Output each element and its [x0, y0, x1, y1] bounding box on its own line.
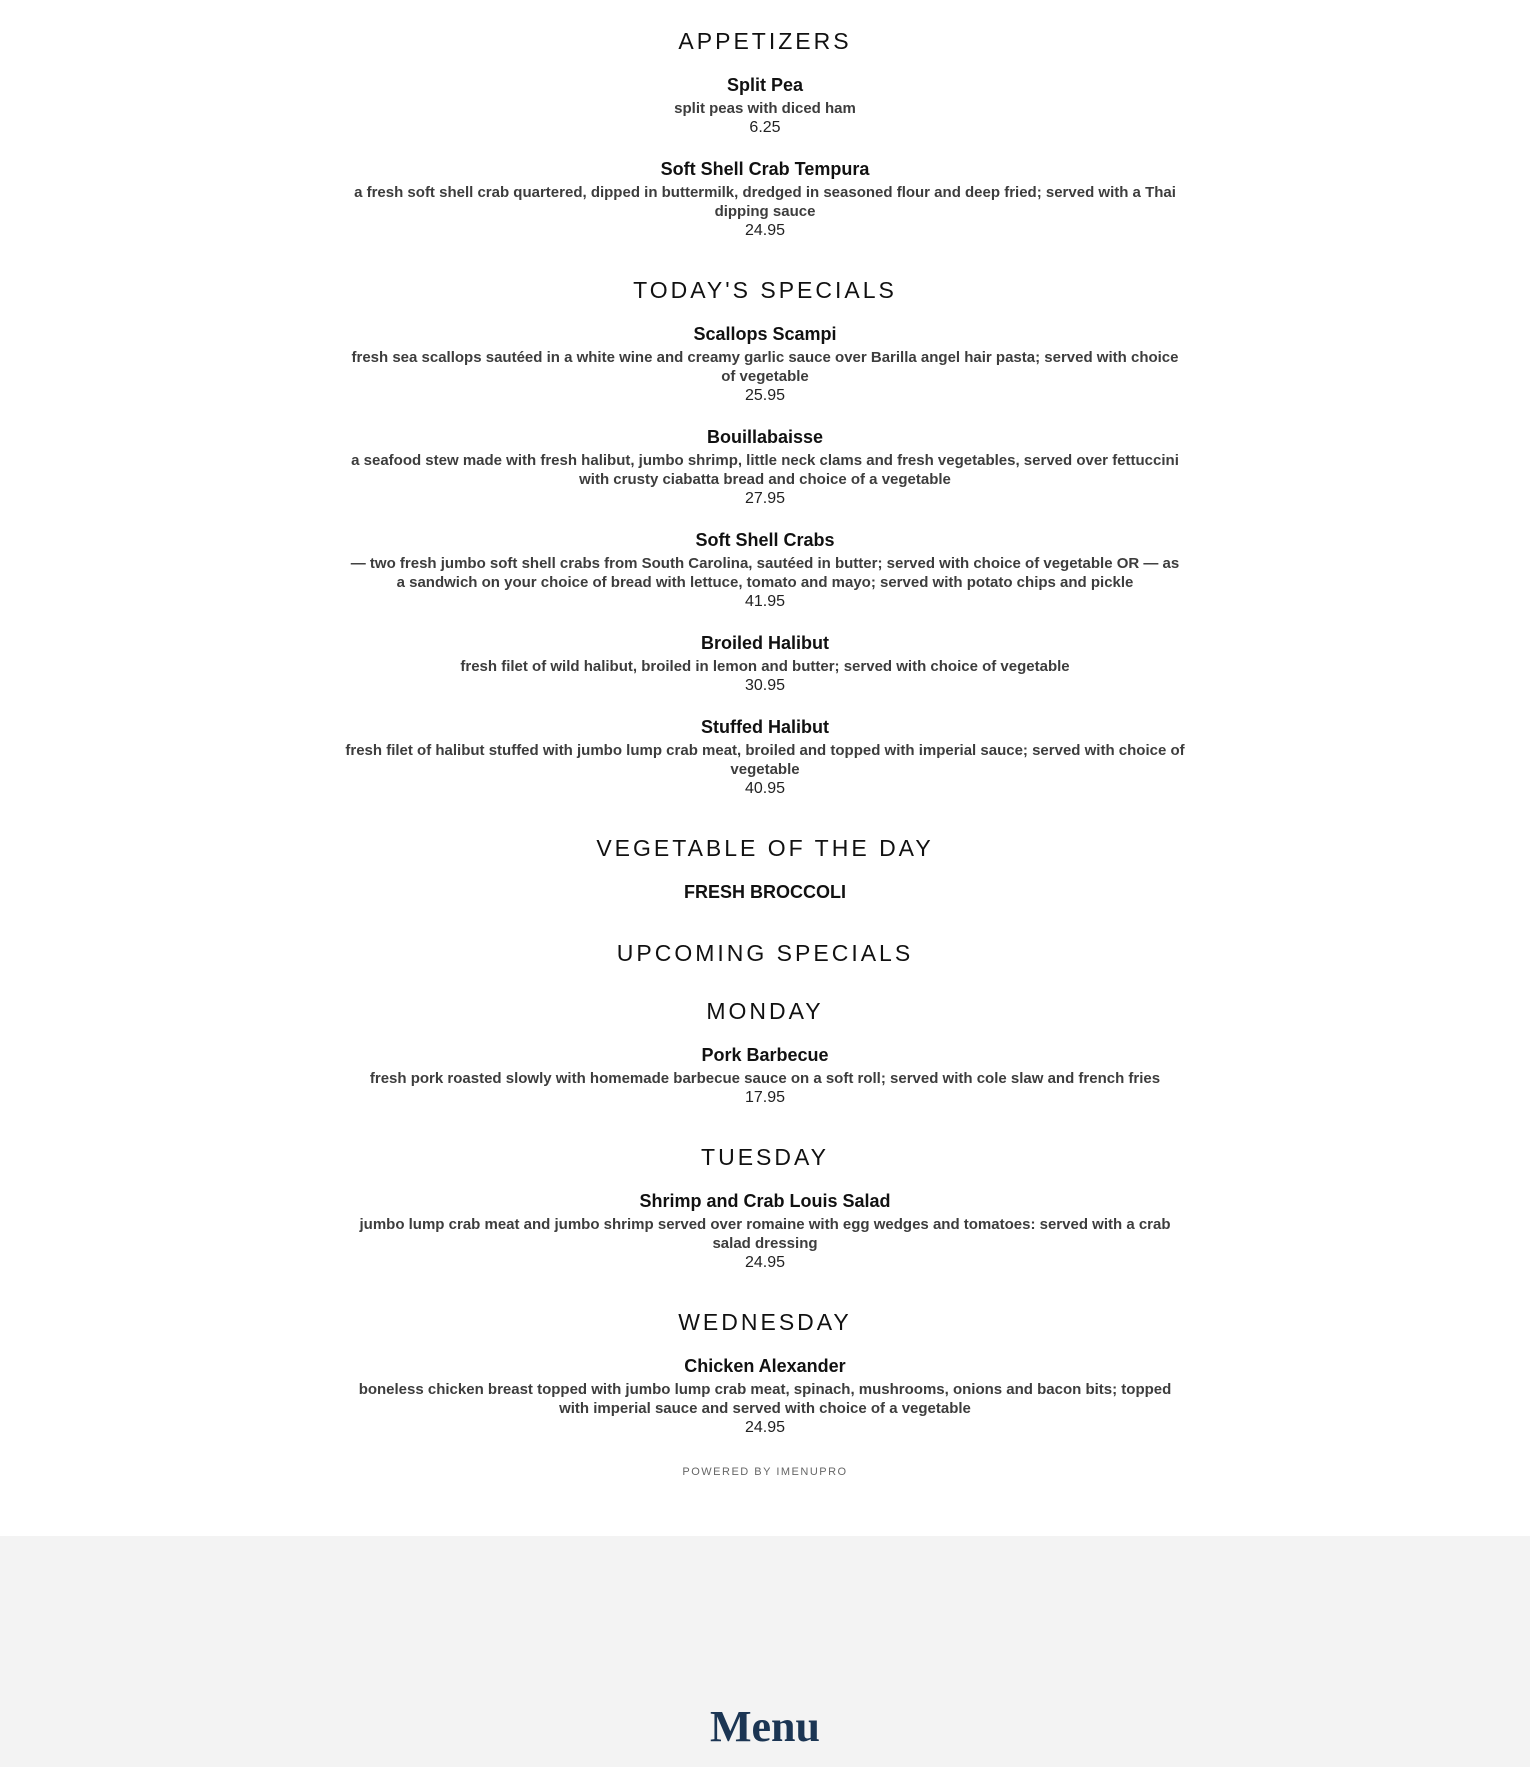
menu-item: [345, 716, 1185, 799]
section-title-vegetable: VEGETABLE OF THE DAY: [596, 835, 934, 861]
item-price: 30.95: [744, 677, 786, 694]
item-price: 40.95: [744, 780, 786, 797]
item-name: Stuffed Halibut: [701, 717, 829, 737]
menu-item: [345, 1190, 1185, 1273]
menu-item: [345, 74, 1185, 138]
footer-band: [0, 1536, 1530, 1767]
item-price: 24.95: [744, 1254, 786, 1271]
item-description: fresh sea scallops sautéed in a white wine and creamy garlic sauce over Barilla angel hair pasta; served with choice of vegetable: [351, 349, 1179, 385]
section-title-upcoming: UPCOMING SPECIALS: [616, 940, 914, 966]
item-price: 25.95: [744, 387, 786, 404]
item-price: 24.95: [744, 1419, 786, 1436]
item-description: fresh filet of wild halibut, broiled in lemon and butter; served with choice of vegetable: [460, 658, 1070, 675]
item-price: 6.25: [749, 119, 781, 136]
item-name: Soft Shell Crab Tempura: [660, 159, 870, 179]
menu-item: [345, 1355, 1185, 1438]
item-price: 17.95: [744, 1089, 786, 1106]
section-appetizers: [345, 26, 1185, 241]
footer-menu-title: Menu: [710, 1702, 820, 1751]
section-title-todays-specials: TODAY'S SPECIALS: [633, 277, 897, 303]
menu-item: [345, 529, 1185, 612]
item-name: Soft Shell Crabs: [695, 530, 835, 550]
item-price: 24.95: [744, 222, 786, 239]
item-name: Scallops Scampi: [693, 324, 837, 344]
section-monday: [345, 996, 1185, 1108]
item-description: jumbo lump crab meat and jumbo shrimp served over romaine with egg wedges and tomatoes: served with a crab salad dressing: [359, 1216, 1171, 1252]
item-name: Split Pea: [726, 75, 804, 95]
item-description: boneless chicken breast topped with jumbo lump crab meat, spinach, mushrooms, onions and bacon bits; topped with imperial sauce and served with choice of a vegetable: [358, 1381, 1172, 1417]
item-name: Bouillabaisse: [706, 427, 824, 447]
section-title-tuesday: TUESDAY: [701, 1144, 829, 1170]
item-name: Broiled Halibut: [700, 633, 829, 653]
section-todays-specials: [345, 275, 1185, 799]
menu-item: [345, 426, 1185, 509]
section-title-monday: MONDAY: [706, 998, 824, 1024]
vegetable-name: FRESH BROCCOLI: [684, 882, 846, 902]
section-title-appetizers: APPETIZERS: [678, 28, 852, 54]
item-description: a seafood stew made with fresh halibut, jumbo shrimp, little neck clams and fresh vegetables, served over fettuccini with crusty ciabatta bread and choice of a vegetable: [351, 452, 1179, 488]
item-description: a fresh soft shell crab quartered, dipped in buttermilk, dredged in seasoned flour and deep fried; served with a Thai dipping sauce: [354, 184, 1176, 220]
menu-item: [345, 632, 1185, 696]
item-name: Shrimp and Crab Louis Salad: [639, 1191, 891, 1211]
section-upcoming-specials: [345, 938, 1185, 968]
section-title-wednesday: WEDNESDAY: [678, 1309, 852, 1335]
menu-item: [345, 1044, 1185, 1108]
powered-by-link[interactable]: POWERED BY IMENUPRO: [682, 1466, 848, 1478]
item-description: fresh pork roasted slowly with homemade barbecue sauce on a soft roll; served with cole slaw and french fries: [369, 1070, 1161, 1087]
item-name: Chicken Alexander: [684, 1356, 846, 1376]
item-price: 27.95: [744, 490, 786, 507]
menu-item: [345, 158, 1185, 241]
menu-column: [345, 0, 1185, 1478]
section-wednesday: [345, 1307, 1185, 1438]
item-price: 41.95: [744, 593, 786, 610]
item-description: fresh filet of halibut stuffed with jumbo lump crab meat, broiled and topped with imperial sauce; served with choice of vegetable: [345, 742, 1185, 778]
section-tuesday: [345, 1142, 1185, 1273]
menu-item: [345, 323, 1185, 406]
item-description: split peas with diced ham: [674, 100, 856, 117]
item-description: — two fresh jumbo soft shell crabs from South Carolina, sautéed in butter; served with choice of vegetable OR — as a sandwich on your choice of bread with lettuce, tomato and mayo; served with potato chips and pickle: [350, 555, 1180, 591]
item-name: Pork Barbecue: [701, 1045, 829, 1065]
section-vegetable-of-the-day: [345, 833, 1185, 904]
